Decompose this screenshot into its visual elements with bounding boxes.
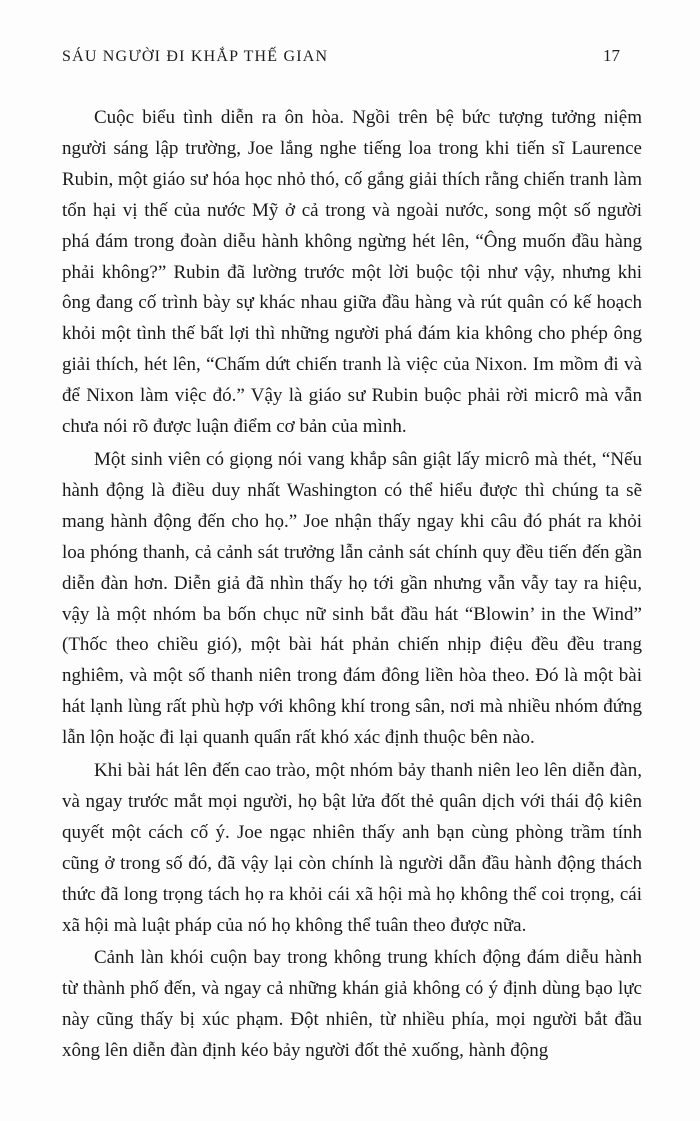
body-text [62,103,642,1067]
page-number: 17 [603,46,620,65]
paragraph-student-speech: Một sinh viên có giọng nói vang khắp sân giật lấy micrô mà thét, “Nếu hành động là điều duy nhất Washington có thể hiểu được thì chúng ta sẽ mang hành động đến cho họ.” Joe nhận thấy ngay khi câu đó phát ra khỏi loa phóng thanh, cả cảnh sát trưởng lẫn cảnh sát chính quy đều tiến đến gần diễn đàn hơn. Diễn giả đã nhìn thấy họ tới gần nhưng vẫn vẫy tay ra hiệu, vậy là một nhóm ba bốn chục nữ sinh bắt đầu hát “Blowin’ in the Wind” (Thốc theo chiều gió), một bài hát phản chiến nhịp điệu đều đều trang nghiêm, và một số thanh niên trong đám đông liền hòa theo. Đó là một bài hát lạnh lùng rất phù hợp với không khí trong sân, nơi mà nhiều nhóm đứng lẫn lộn hoặc đi lại quanh quẩn rất khó xác định thuộc bên nào. [62,448,642,749]
paragraph-protest: Cuộc biểu tình diễn ra ôn hòa. Ngồi trên bệ bức tượng tưởng niệm người sáng lập trường, Joe lắng nghe tiếng loa trong khi tiến sĩ Laurence Rubin, một giáo sư hóa học nhỏ thó, cố gắng giải thích rằng chiến tranh làm tổn hại vị thế của nước Mỹ ở cả trong và ngoài nước, song một số người phá đám trong đoàn diễu hành không ngừng hét lên, “Ông muốn đầu hàng phải không?” Rubin đã lường trước một lời buộc tội như vậy, nhưng khi ông đang cố trình bày sự khác nhau giữa đầu hàng và rút quân có kế hoạch khỏi một tình thế bất lợi thì những người phá đám kia không cho phép ông giải thích, hét lên, “Chấm dứt chiến tranh là việc của Nixon. Im mồm đi và để Nixon làm việc đó.” Vậy là giáo sư Rubin buộc phải rời micrô mà vẫn chưa nói rõ được luận điểm cơ bản của mình. [62,107,642,438]
paragraph-draft-cards: Khi bài hát lên đến cao trào, một nhóm bảy thanh niên leo lên diễn đàn, và ngay trước mắt mọi người, họ bật lửa đốt thẻ quân dịch với thái độ kiên quyết một cách cố ý. Joe ngạc nhiên thấy anh bạn cùng phòng trầm tính cũng ở trong số đó, đã vậy lại còn chính là người dẫn đầu hành động thách thức đã long trọng tách họ ra khỏi cái xã hội mà họ không thể coi trọng, cái xã hội mà luật pháp của nó họ không thể tuân theo được nữa. [62,760,642,936]
running-title: SÁU NGƯỜI ĐI KHẮP THẾ GIAN [62,48,329,65]
running-header [62,46,620,70]
paragraph-smoke: Cảnh làn khói cuộn bay trong không trung khích động đám diễu hành từ thành phố đến, và ngay cả những khán giả không có ý định dùng bạo lực này cũng thấy bị xúc phạm. Đột nhiên, từ nhiều phía, mọi người bắt đầu xông lên diễn đàn định kéo bảy người đốt thẻ xuống, hành động [62,947,642,1062]
